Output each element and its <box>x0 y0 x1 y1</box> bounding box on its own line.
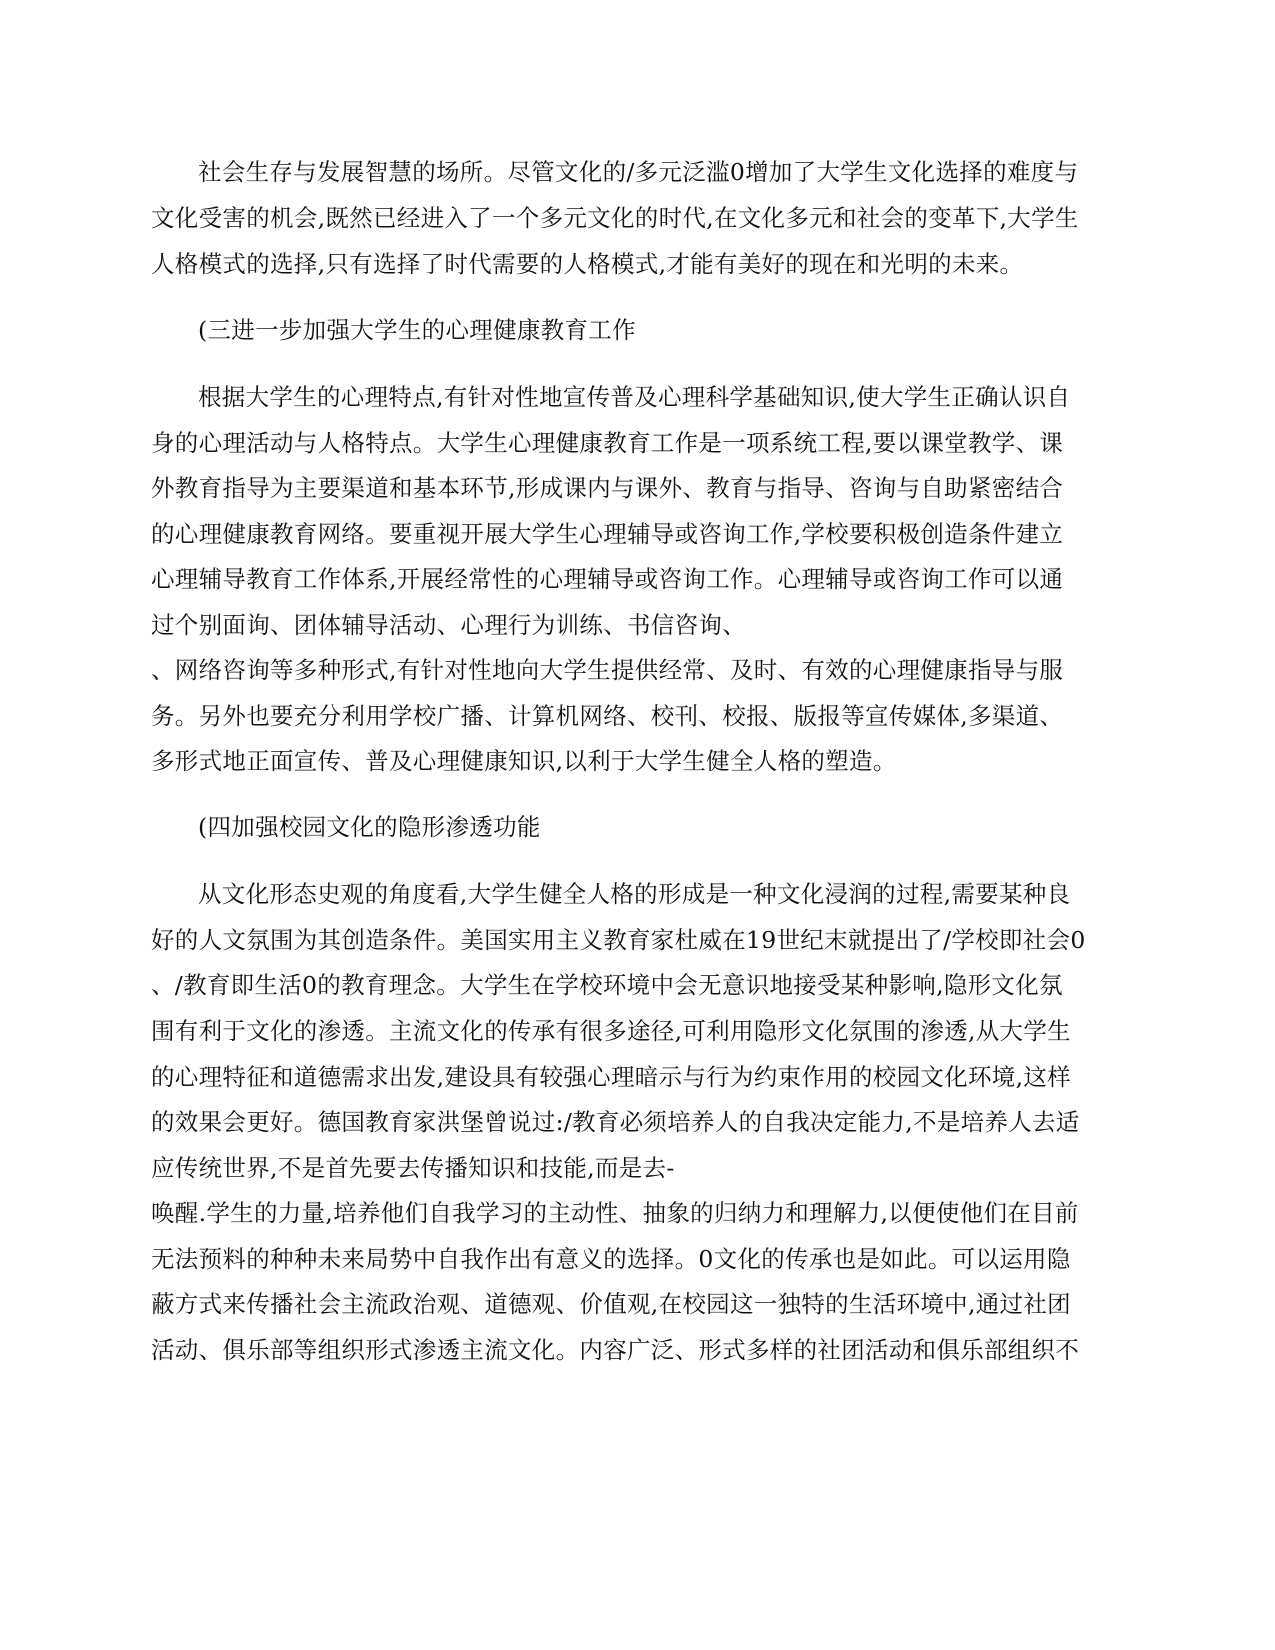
paragraph-1-line: 人格模式的选择,只有选择了时代需要的人格模式,才能有美好的现在和光明的未来。 <box>151 250 1024 278</box>
paragraph-2-line: 心理辅导教育工作体系,开展经常性的心理辅导或咨询工作。心理辅导或咨询工作可以通 <box>151 565 1064 593</box>
paragraph-3-line: 蔽方式来传播社会主流政治观、道德观、价值观,在校园这一独特的生活环境中,通过社团 <box>151 1290 1071 1318</box>
section-heading-3: (三进一步加强大学生的心理健康教育工作 <box>198 316 636 344</box>
paragraph-3-line: 从文化形态史观的角度看,大学生健全人格的形成是一种文化浸润的过程,需要某种良 <box>198 880 1071 908</box>
paragraph-2-line: 外教育指导为主要渠道和基本环节,形成课内与课外、教育与指导、咨询与自助紧密结合 <box>151 474 1064 502</box>
paragraph-3-line: 围有利于文化的渗透。主流文化的传承有很多途径,可利用隐形文化氛围的渗透,从大学生 <box>151 1017 1071 1045</box>
paragraph-3-line: 唤醒.学生的力量,培养他们自我学习的主动性、抽象的归纳力和理解力,以便使他们在目前 <box>151 1199 1079 1227</box>
paragraph-2-line: 、网络咨询等多种形式,有针对性地向大学生提供经常、及时、有效的心理健康指导与服 <box>151 656 1064 684</box>
paragraph-3-line: 应传统世界,不是首先要去传播知识和技能,而是去- <box>151 1154 675 1182</box>
paragraph-1-line: 文化受害的机会,既然已经进入了一个多元文化的时代,在文化多元和社会的变革下,大学生 <box>151 204 1079 232</box>
paragraph-2-line: 多形式地正面宣传、普及心理健康知识,以利于大学生健全人格的塑造。 <box>151 747 897 775</box>
paragraph-1-line: 社会生存与发展智慧的场所。尽管文化的/多元泛滥0增加了大学生文化选择的难度与 <box>198 158 1079 186</box>
paragraph-3-line: 活动、俱乐部等组织形式渗透主流文化。内容广泛、形式多样的社团活动和俱乐部组织不 <box>151 1336 1080 1364</box>
paragraph-3-line: 的心理特征和道德需求出发,建设具有较强心理暗示与行为约束作用的校园文化环境,这样 <box>151 1063 1071 1091</box>
paragraph-2-line: 务。另外也要充分利用学校广播、计算机网络、校刊、校报、版报等宣传媒体,多渠道、 <box>151 702 1064 730</box>
section-heading-4: (四加强校园文化的隐形渗透功能 <box>198 813 541 841</box>
paragraph-3-line: 无法预料的种种未来局势中自我作出有意义的选择。0文化的传承也是如此。可以运用隐 <box>151 1245 1071 1273</box>
paragraph-2-line: 身的心理活动与人格特点。大学生心理健康教育工作是一项系统工程,要以课堂教学、课 <box>151 429 1064 457</box>
paragraph-3-line: 的效果会更好。德国教育家洪堡曾说过:/教育必须培养人的自我决定能力,不是培养人去适 <box>151 1108 1080 1136</box>
paragraph-2-line: 根据大学生的心理特点,有针对性地宣传普及心理科学基础知识,使大学生正确认识自 <box>198 383 1071 411</box>
paragraph-2-line: 的心理健康教育网络。要重视开展大学生心理辅导或咨询工作,学校要积极创造条件建立 <box>151 520 1064 548</box>
paragraph-3-line: 好的人文氛围为其创造条件。美国实用主义教育家杜威在19世纪末就提出了/学校即社会0 <box>151 926 1086 954</box>
paragraph-3-line: 、/教育即生活0的教育理念。大学生在学校环境中会无意识地接受某种影响,隐形文化氛 <box>151 971 1063 999</box>
paragraph-2-line: 过个别面询、团体辅导活动、心理行为训练、书信咨询、 <box>151 611 746 639</box>
